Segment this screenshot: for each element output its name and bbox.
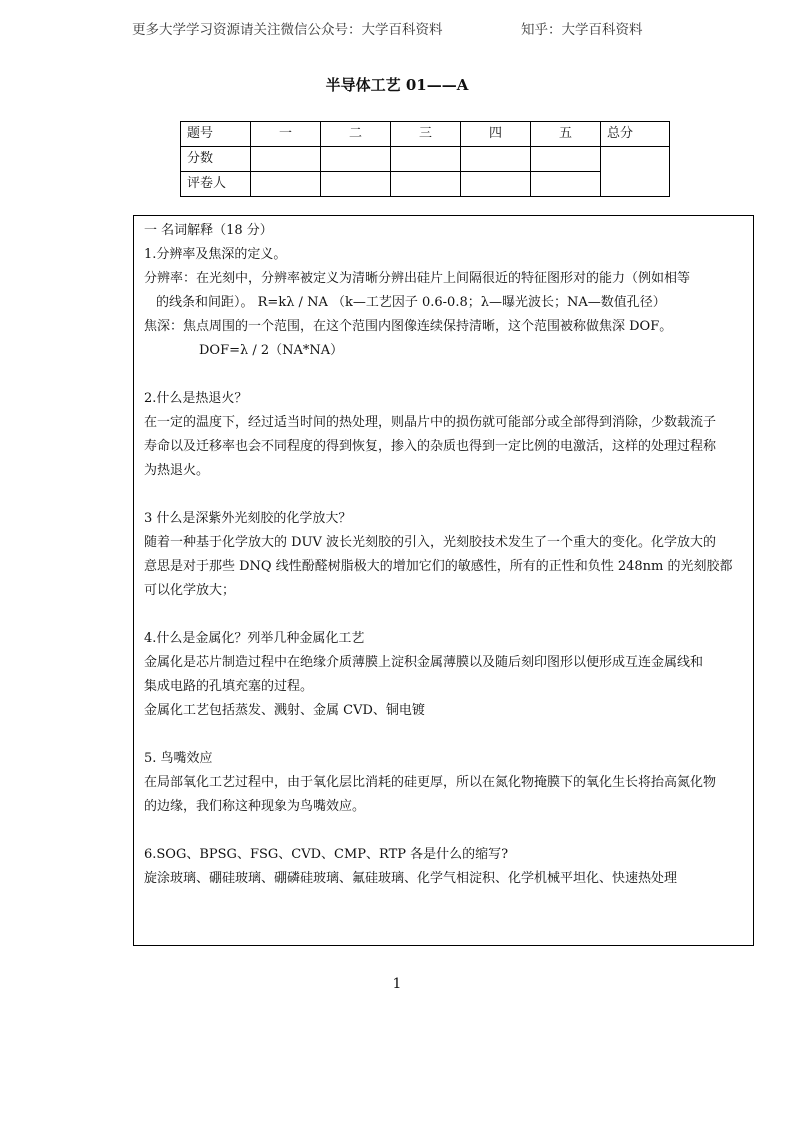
row-label: 题号 xyxy=(181,122,251,147)
question-title: 4.什么是金属化？列举几种金属化工艺 xyxy=(144,631,365,646)
question-title: 2.什么是热退火？ xyxy=(144,391,248,406)
answer-line: 分辨率：在光刻中，分辨率被定义为清晰分辨出硅片上间隔很近的特征图形对的能力（例如相等 xyxy=(144,271,691,286)
grader-cell xyxy=(251,172,321,197)
question-title: 5. 鸟嘴效应 xyxy=(144,751,213,766)
answer-line: 可以化学放大； xyxy=(144,583,236,598)
column-header: 五 xyxy=(531,122,601,147)
score-row-points xyxy=(181,147,670,172)
answer-line: 焦深：焦点周围的一个范围，在这个范围内图像连续保持清晰，这个范围被称做焦深 DOF。 xyxy=(144,319,673,334)
score-cell xyxy=(321,147,391,172)
score-cell xyxy=(251,147,321,172)
formula-line: DOF=λ / 2（NA*NA） xyxy=(199,343,344,358)
answer-line: 旋涂玻璃、硼硅玻璃、硼磷硅玻璃、氟硅玻璃、化学气相淀积、化学机械平坦化、快速热处理 xyxy=(144,871,678,886)
score-row-grader xyxy=(181,172,670,197)
header-zhihu-note: 知乎：大学百科资料 xyxy=(521,22,643,38)
column-header: 一 xyxy=(251,122,321,147)
exam-title: 半导体工艺 01——A xyxy=(325,76,469,94)
score-table xyxy=(180,121,670,197)
question-title: 1.分辨率及焦深的定义。 xyxy=(144,247,287,262)
section-heading: 一 名词解释（18 分） xyxy=(144,223,273,238)
score-cell xyxy=(461,147,531,172)
answer-line: 的边缘，我们称这种现象为鸟嘴效应。 xyxy=(144,799,366,814)
question-title: 6.SOG、BPSG、FSG、CVD、CMP、RTP 各是什么的缩写? xyxy=(144,847,509,862)
answer-line: 寿命以及迁移率也会不同程度的得到恢复，掺入的杂质也得到一定比例的电激活，这样的处理过程称 xyxy=(144,439,717,454)
row-label: 分数 xyxy=(181,147,251,172)
answer-line: 集成电路的孔填充塞的过程。 xyxy=(144,679,314,694)
column-header: 四 xyxy=(461,122,531,147)
total-score-cell xyxy=(601,147,670,197)
score-row-question-number xyxy=(181,122,670,147)
header-wechat-note: 更多大学学习资源请关注微信公众号：大学百科资料 xyxy=(132,22,443,38)
row-label: 评卷人 xyxy=(181,172,251,197)
score-cell xyxy=(531,147,601,172)
answer-line: 意思是对于那些 DNQ 线性酚醛树脂极大的增加它们的敏感性，所有的正性和负性 248nm 的光刻胶都 xyxy=(144,559,733,574)
answer-line: 的线条和间距）。 R=kλ / NA （k—工艺因子 0.6-0.8；λ—曝光波长；NA—数值孔径） xyxy=(156,295,666,310)
grader-cell xyxy=(461,172,531,197)
question-title: 3 什么是深紫外光刻胶的化学放大？ xyxy=(144,511,352,526)
grader-cell xyxy=(531,172,601,197)
answer-line: 在局部氧化工艺过程中，由于氧化层比消耗的硅更厚，所以在氮化物掩膜下的氧化生长将抬高氮化物 xyxy=(144,775,717,790)
question-section-content xyxy=(144,219,750,891)
answer-line: 金属化工艺包括蒸发、溅射、金属 CVD、铜电镀 xyxy=(144,703,425,718)
score-cell xyxy=(391,147,461,172)
answer-line: 金属化是芯片制造过程中在绝缘介质薄膜上淀积金属薄膜以及随后刻印图形以便形成互连金属线和 xyxy=(144,655,704,670)
grader-cell xyxy=(391,172,461,197)
grader-cell xyxy=(321,172,391,197)
answer-line: 为热退火。 xyxy=(144,463,210,478)
column-header: 二 xyxy=(321,122,391,147)
answer-line: 在一定的温度下，经过适当时间的热处理，则晶片中的损伤就可能部分或全部得到消除，少数载流子 xyxy=(144,415,717,430)
column-header-total: 总分 xyxy=(601,122,670,147)
column-header: 三 xyxy=(391,122,461,147)
page-number: 1 xyxy=(392,976,402,992)
answer-line: 随着一种基于化学放大的 DUV 波长光刻胶的引入，光刻胶技术发生了一个重大的变化。化学放大的 xyxy=(144,535,717,550)
question-section-box xyxy=(133,215,754,946)
